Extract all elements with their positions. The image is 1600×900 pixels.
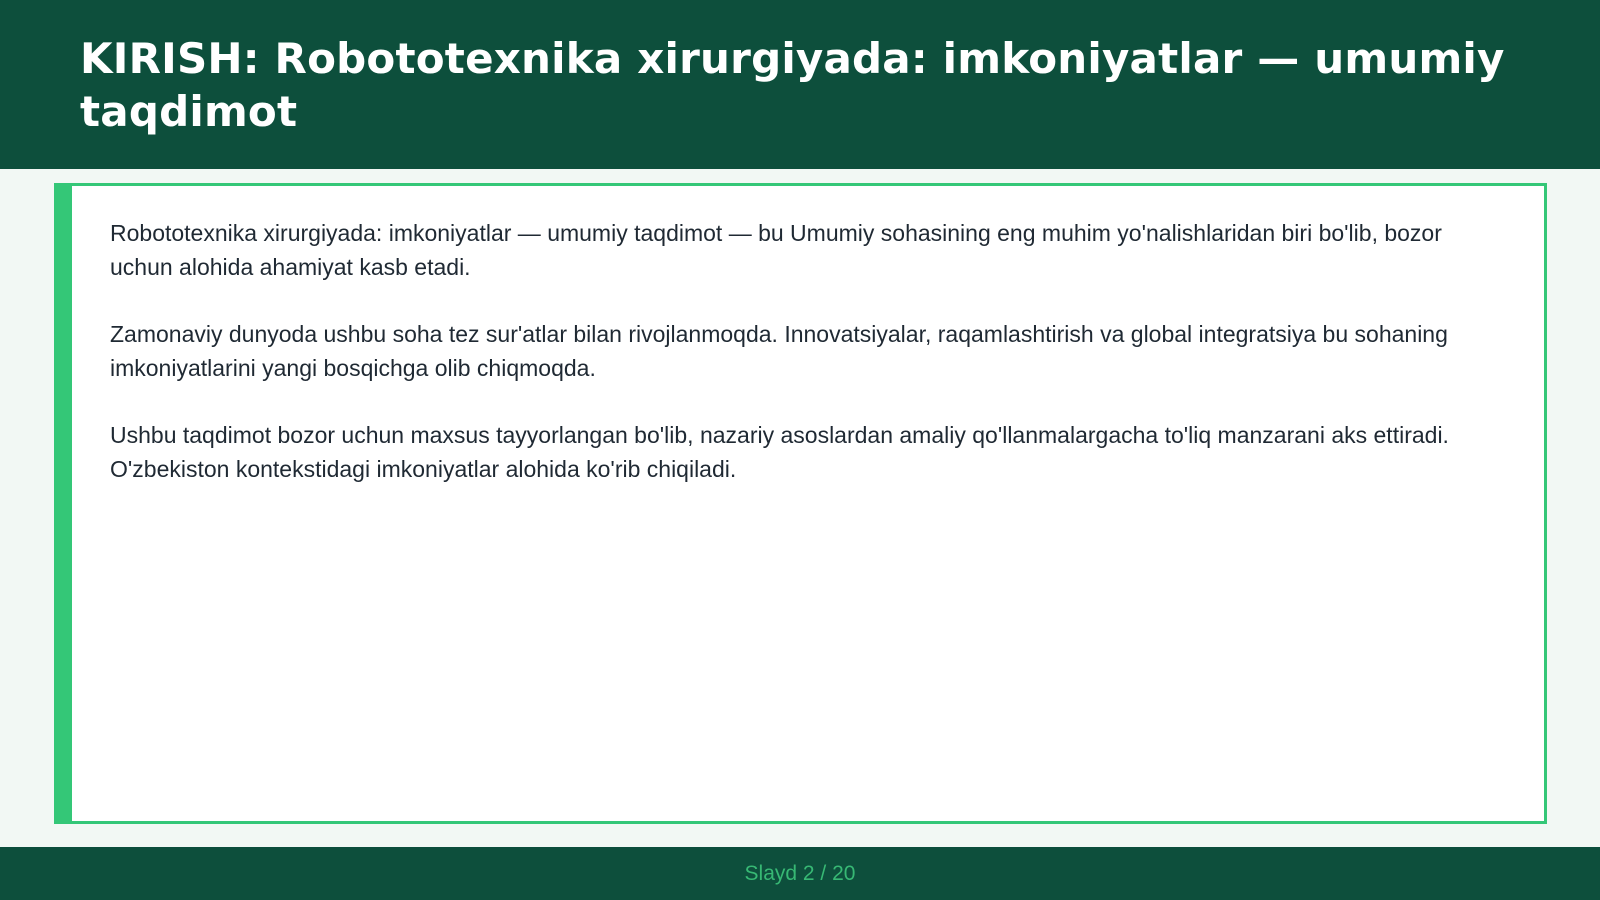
slide-title: KIRISH: Robototexnika xirurgiyada: imkoniyatlar — umumiy taqdimot [80,34,1505,136]
presentation-scope-paragraph: Ushbu taqdimot bozor uchun maxsus tayyorlangan bo'lib, nazariy asoslardan amaliy qo'llanmalargacha to'liq manzarani aks ettiradi. O'zbekiston kontekstidagi imkoniyatlar alohida ko'rib chiqiladi. [110,422,1449,482]
slide-header [0,0,1600,169]
development-paragraph: Zamonaviy dunyoda ushbu soha tez sur'atlar bilan rivojlanmoqda. Innovatsiyalar, raqamlashtirish va global integratsiya bu sohaning imkoniyatlarini yangi bosqichga olib chiqmoqda. [110,321,1448,381]
slide-footer [0,847,1600,900]
intro-paragraph: Robototexnika xirurgiyada: imkoniyatlar — umumiy taqdimot — bu Umumiy sohasining eng muhim yo'nalishlaridan biri bo'lib, bozor uchun alohida ahamiyat kasb etadi. [110,220,1442,280]
slide-counter: Slayd 2 / 20 [744,861,856,885]
content-card [54,183,1547,824]
